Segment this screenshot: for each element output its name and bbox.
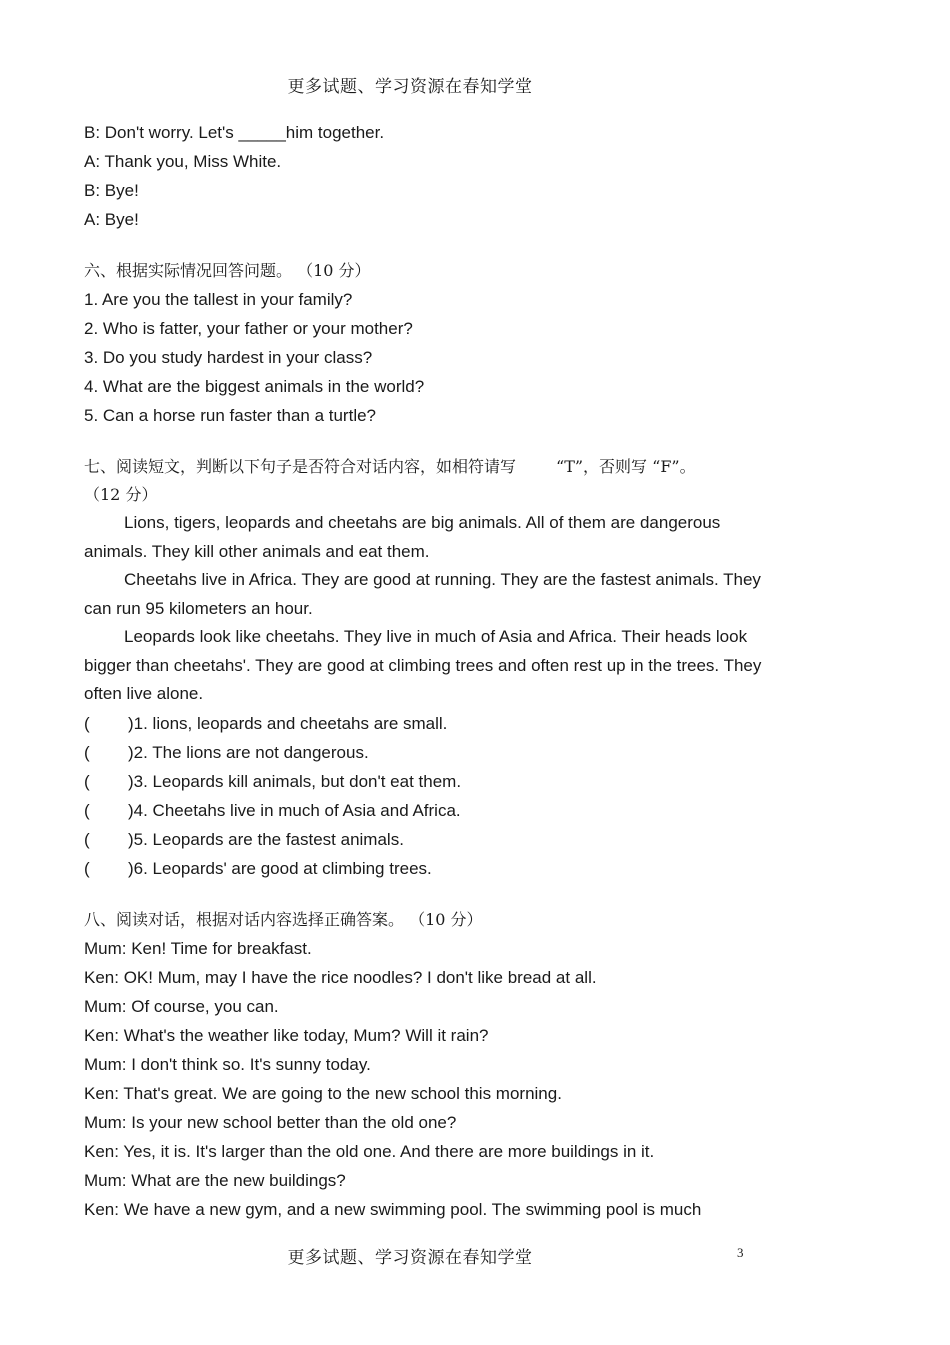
question-item: 3. Do you study hardest in your class? [84, 348, 373, 367]
dialogue-line: Mum: I don't think so. It's sunny today. [84, 1054, 371, 1074]
section-8 [84, 905, 764, 1224]
section-6-title: 六、根据实际情况回答问题。 （10 分） [84, 261, 371, 280]
true-false-statement: )2. The lions are not dangerous. [128, 742, 369, 762]
dialogue-line: A: Bye! [84, 210, 139, 229]
answer-blank[interactable]: ( [84, 829, 90, 849]
dialogue-line: B: Bye! [84, 181, 139, 200]
dialogue-line: Ken: OK! Mum, may I have the rice noodles? I don't like bread at all. [84, 967, 597, 987]
dialogue-line: Mum: Of course, you can. [84, 996, 279, 1016]
true-false-statement: )4. Cheetahs live in much of Asia and Africa. [128, 800, 461, 820]
reading-paragraph: Lions, tigers, leopards and cheetahs are big animals. All of them are dangerous animals. They kill other animals and eat them. [84, 513, 721, 561]
true-false-statement: )3. Leopards kill animals, but don't eat them. [128, 771, 462, 791]
dialogue-line: Mum: What are the new buildings? [84, 1170, 346, 1190]
dialogue-line: Ken: Yes, it is. It's larger than the old one. And there are more buildings in it. [84, 1141, 655, 1161]
dialogue-line: Mum: Ken! Time for breakfast. [84, 938, 312, 958]
dialogue-line: Ken: We have a new gym, and a new swimming pool. The swimming pool is much [84, 1199, 702, 1219]
section-7-title-instruction: 七、阅读短文，判断以下句子是否符合对话内容，如相符请写 [84, 457, 517, 476]
reading-paragraph: Cheetahs live in Africa. They are good at running. They are the fastest animals. They can run 95 kilometers an hour. [84, 570, 761, 618]
question-item: 2. Who is fatter, your father or your mother? [84, 319, 413, 338]
question-item: 4. What are the biggest animals in the world? [84, 377, 425, 396]
reading-paragraph: Leopards look like cheetahs. They live in much of Asia and Africa. Their heads look bigger than cheetahs'. They are good at climbing trees and often rest up in the trees. They often live alone. [84, 627, 762, 703]
question-item: 1. Are you the tallest in your family? [84, 290, 353, 309]
dialogue-line: A: Thank you, Miss White. [84, 152, 282, 171]
true-false-item [84, 854, 764, 883]
document-body [84, 118, 764, 1224]
section-7-title [84, 452, 764, 481]
dialogue-end [84, 118, 764, 234]
true-false-item [84, 796, 764, 825]
answer-blank[interactable]: ( [84, 742, 90, 762]
answer-blank[interactable]: ( [84, 800, 90, 820]
answer-blank[interactable]: ( [84, 858, 90, 878]
page-header: 更多试题、学习资源在春知学堂 [287, 77, 533, 97]
dialogue-line: Mum: Is your new school better than the old one? [84, 1112, 457, 1132]
true-false-statement: )5. Leopards are the fastest animals. [128, 829, 404, 849]
answer-blank[interactable]: ( [84, 713, 90, 733]
true-false-item [84, 709, 764, 738]
true-false-item [84, 738, 764, 767]
section-8-title: 八、阅读对话，根据对话内容选择正确答案。 （10 分） [84, 909, 483, 929]
dialogue-line: Ken: What's the weather like today, Mum? Will it rain? [84, 1025, 489, 1045]
true-false-statement: )1. lions, leopards and cheetahs are small. [128, 713, 448, 733]
true-false-item [84, 825, 764, 854]
section-7 [84, 452, 764, 883]
section-7-title-tf: “T”，否则写 “F”。 [556, 457, 696, 476]
true-false-item [84, 767, 764, 796]
question-item: 5. Can a horse run faster than a turtle? [84, 406, 377, 425]
dialogue-line: B: Don't worry. Let's _____him together. [84, 123, 385, 142]
answer-blank[interactable]: ( [84, 771, 90, 791]
page-number: 3 [737, 1245, 744, 1260]
dialogue-line: Ken: That's great. We are going to the new school this morning. [84, 1083, 562, 1103]
true-false-statement: )6. Leopards' are good at climbing trees. [128, 858, 432, 878]
section-7-score: （12 分） [84, 485, 158, 504]
section-6 [84, 256, 764, 430]
page-footer: 更多试题、学习资源在春知学堂 [287, 1248, 533, 1268]
